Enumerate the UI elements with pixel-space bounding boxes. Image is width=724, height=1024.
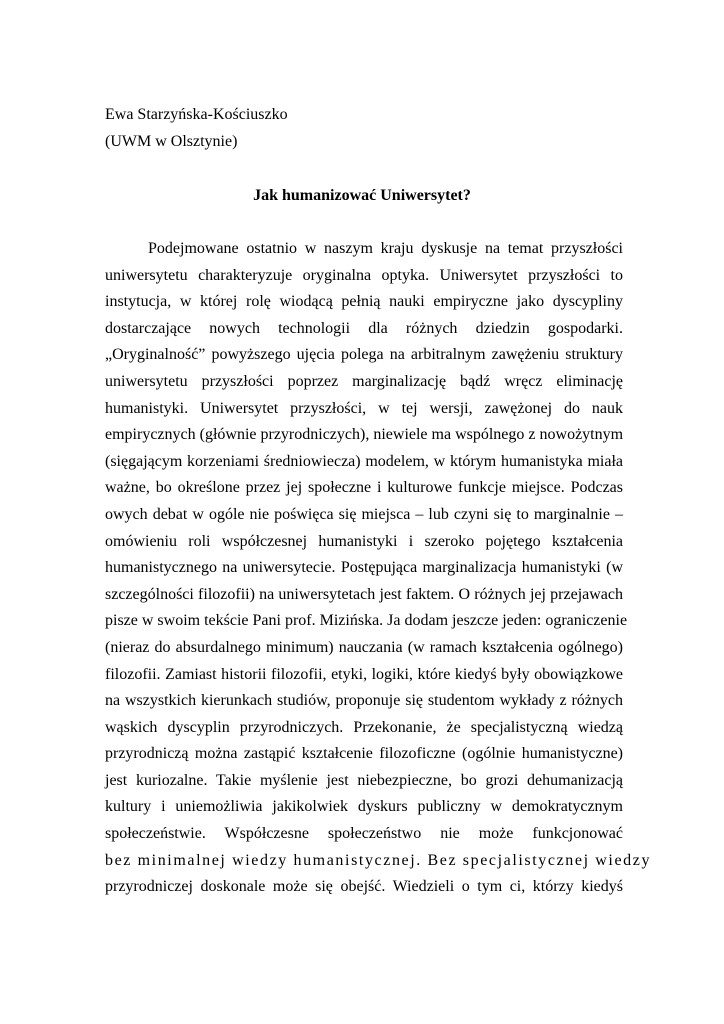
paragraph-line: społeczeństwie. Współczesne społeczeństwo nie może funkcjonować	[105, 825, 623, 843]
paragraph-line: jest kuriozalne. Takie myślenie jest niebezpieczne, bo grozi dehumanizacją	[105, 771, 623, 789]
paragraph-line: uniwersytetu przyszłości poprzez marginalizację bądź wręcz eliminację	[105, 372, 623, 390]
paragraph-line: na wszystkich kierunkach studiów, proponuje się studentom wykłady z różnych	[105, 692, 623, 710]
paragraph-line: owych debat w ogóle nie poświęca się miejsca – lub czyni się to marginalnie –	[105, 505, 623, 523]
paragraph-line: dostarczające nowych technologii dla różnych dziedzin gospodarki.	[105, 319, 623, 337]
paragraph-line: humanistyki. Uniwersytet przyszłości, w tej wersji, zawężonej do nauk	[105, 399, 623, 417]
paragraph-line: empirycznych (głównie przyrodniczych), niewiele ma wspólnego z nowożytnym	[105, 426, 624, 444]
paragraph-line: przyrodniczej doskonale może się obejść. Wiedzieli o tym ci, którzy kiedyś	[105, 878, 623, 896]
paragraph-line: uniwersytetu charakteryzuje oryginalna optyka. Uniwersytet przyszłości to	[105, 266, 623, 284]
paragraph-line: kultury i uniemożliwia jakikolwiek dyskurs publiczny w demokratycznym	[105, 798, 623, 816]
body-paragraph	[105, 236, 652, 901]
paragraph-line: filozofii. Zamiast historii filozofii, etyki, logiki, które kiedyś były obowiązkowe	[105, 665, 623, 683]
author-affiliation: (UWM w Olsztynie)	[105, 133, 238, 150]
paragraph-line: instytucja, w której rolę wiodącą pełnią nauki empiryczne jako dyscypliny	[105, 293, 623, 311]
paragraph-line: „Oryginalność” powyższego ujęcia polega na arbitralnym zawężeniu struktury	[105, 346, 623, 364]
paragraph-line: pisze w swoim tekście Pani prof. Mizińska. Ja dodam jeszcze jeden: ograniczenie	[105, 612, 628, 630]
author-block	[105, 101, 288, 155]
document-title: Jak humanizować Uniwersytet?	[253, 187, 471, 204]
paragraph-line: Podejmowane ostatnio w naszym kraju dyskusje na temat przyszłości	[148, 240, 623, 257]
paragraph-line: ważne, bo określone przez jej społeczne i kulturowe funkcje miejsce. Podczas	[105, 479, 623, 497]
paragraph-line: bez minimalnej wiedzy humanistycznej. Bez specjalistycznej wiedzy	[105, 851, 652, 869]
paragraph-line: wąskich dyscyplin przyrodniczych. Przekonanie, że specjalistyczną wiedzą	[105, 718, 623, 736]
author-name: Ewa Starzyńska-Kościuszko	[105, 106, 288, 123]
paragraph-line: (sięgającym korzeniami średniowiecza) modelem, w którym humanistyka miała	[105, 452, 623, 470]
paragraph-line: przyrodniczą można zastąpić kształcenie filozoficzne (ogólnie humanistyczne)	[105, 745, 623, 763]
paragraph-line: (nieraz do absurdalnego minimum) nauczania (w ramach kształcenia ogólnego)	[105, 638, 623, 656]
paragraph-line: humanistycznego na uniwersytecie. Postępująca marginalizacja humanistyki (w	[105, 559, 623, 577]
paragraph-line: szczególności filozofii) na uniwersytetach jest faktem. O różnych jej przejawach	[105, 585, 623, 603]
paragraph-line: omówieniu roli współczesnej humanistyki i szeroko pojętego kształcenia	[105, 532, 623, 550]
